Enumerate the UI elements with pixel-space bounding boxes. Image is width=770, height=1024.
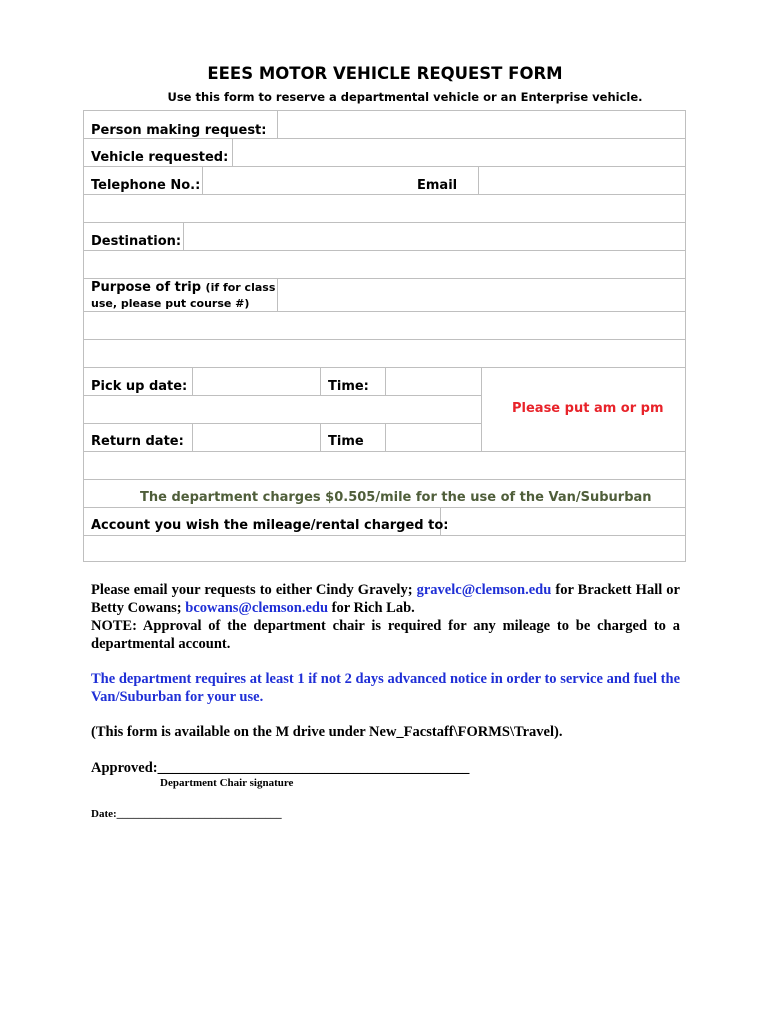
person-field[interactable] (278, 111, 686, 138)
return-label: Return date: (91, 434, 184, 449)
person-label: Person making request: (91, 123, 267, 138)
destination-label: Destination: (91, 234, 182, 249)
ampm-note: Please put am or pm (512, 401, 664, 416)
charges-note: The department charges $0.505/mile for the use of the Van/Suburban (140, 490, 652, 505)
pickup-date-field[interactable] (193, 367, 320, 395)
destination-field[interactable] (184, 222, 686, 250)
signature-caption: Department Chair signature (160, 777, 294, 789)
email-label: Email (417, 178, 458, 193)
approval-note: NOTE: Approval of the department chair is required for any mileage to be charged to a departmental account. (91, 618, 680, 652)
email-instructions (91, 581, 680, 617)
account-field[interactable] (441, 507, 686, 535)
request-form-table (83, 110, 686, 562)
purpose-label (91, 280, 275, 295)
form-subtitle: Use this form to reserve a departmental vehicle or an Enterprise vehicle. (167, 90, 643, 104)
form-location-note: (This form is available on the M drive under New_Facstaff\FORMS\Travel). (91, 724, 563, 740)
email-instructions-text-c: for Rich Lab. (328, 600, 415, 616)
vehicle-label: Vehicle requested: (91, 150, 229, 165)
purpose-hint-2: use, please put course #) (91, 297, 250, 310)
vehicle-field[interactable] (233, 138, 686, 166)
telephone-field[interactable] (203, 166, 416, 194)
email-instructions-text-a: Please email your requests to either Cindy Gravely; (91, 582, 417, 598)
return-time-label: Time (328, 434, 364, 449)
cowans-email-link[interactable]: bcowans@clemson.edu (185, 600, 329, 616)
email-field[interactable] (479, 166, 686, 194)
pickup-time-label: Time: (328, 379, 369, 394)
date-line: Date:______________________________ (91, 808, 282, 820)
pickup-time-field[interactable] (386, 367, 481, 395)
email-instructions-text-b: for Brackett Hall or Betty Cowans; (91, 582, 680, 616)
purpose-field[interactable] (278, 278, 686, 311)
return-date-field[interactable] (193, 423, 320, 451)
purpose-hint-1: (if for class (205, 281, 276, 294)
approved-line: Approved:___________________________________________ (91, 760, 470, 776)
purpose-label-text: Purpose of trip (91, 280, 202, 295)
advance-notice: The department requires at least 1 if not 2 days advanced notice in order to service and fuel the Van/Suburban for your use. (91, 671, 680, 705)
account-label: Account you wish the mileage/rental charged to: (91, 518, 449, 533)
form-title: EEES MOTOR VEHICLE REQUEST FORM (207, 64, 563, 83)
return-time-field[interactable] (386, 423, 481, 451)
gravely-email-link[interactable]: gravelc@clemson.edu (416, 582, 552, 598)
telephone-label: Telephone No.: (91, 178, 201, 193)
pickup-label: Pick up date: (91, 379, 188, 394)
